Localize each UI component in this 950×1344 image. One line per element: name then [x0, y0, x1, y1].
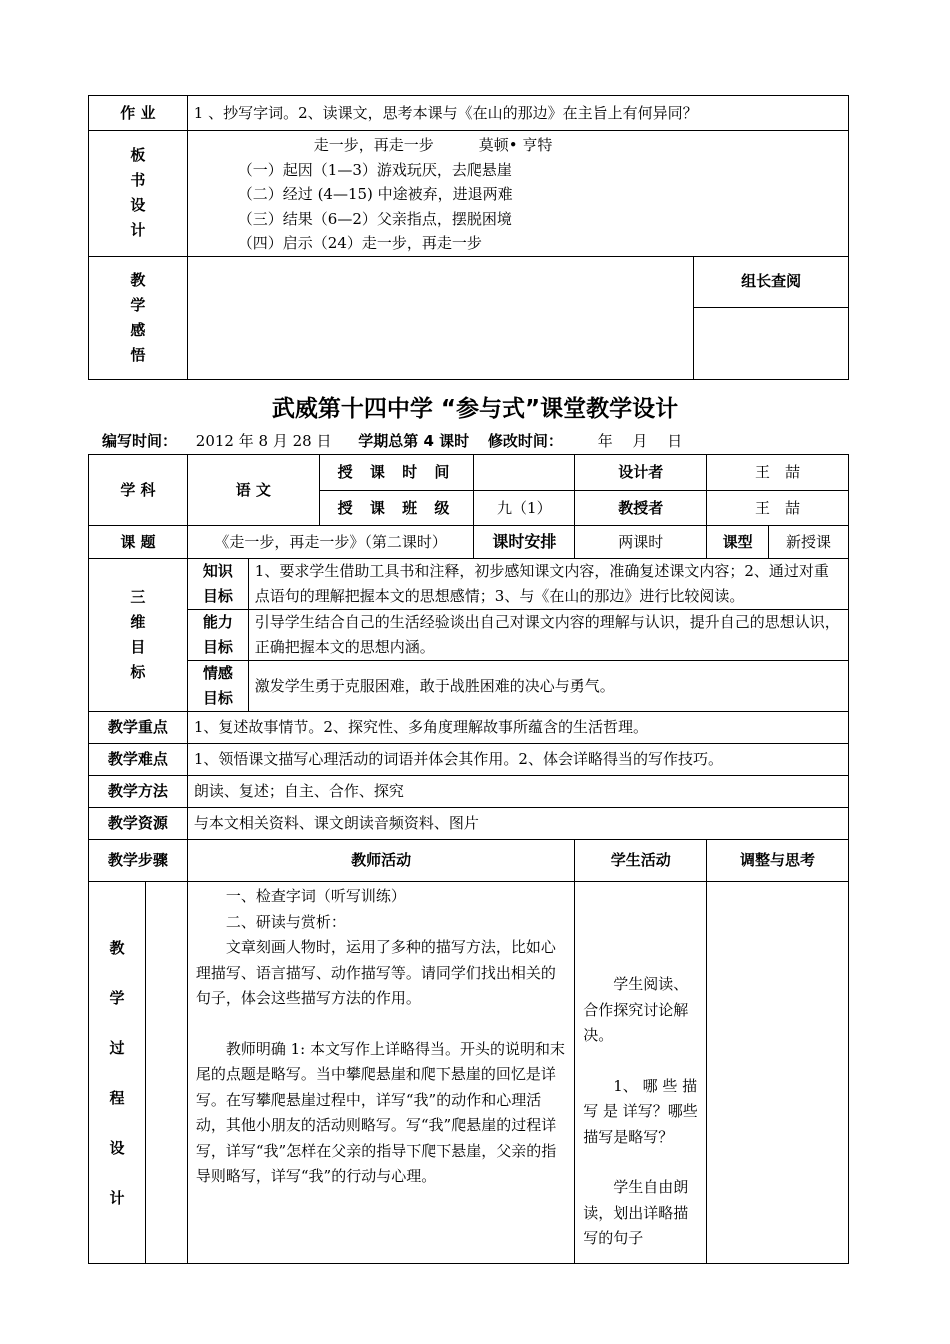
reflect-content [187, 256, 693, 379]
goals-label: 三 维 目 标 [89, 559, 188, 712]
document-title: 武威第十四中学 “参与式”课堂教学设计 [271, 396, 679, 422]
student-para [583, 1049, 698, 1074]
topic-label: 课 题 [89, 526, 188, 559]
type-value: 新授课 [769, 526, 849, 559]
student-para: 学生自由朗读，划出详略描写的句子 [583, 1178, 689, 1247]
teacher-para: 一、检查字词（听写训练） [225, 887, 406, 905]
schedule-value: 两课时 [575, 526, 707, 559]
modify-time-label: 修改时间： [487, 432, 563, 450]
difficulties-text: 1、领悟课文描写心理活动的词语并体会其作用。2、体会详略得当的写作技巧。 [187, 744, 848, 776]
student-activity-label: 学生活动 [575, 840, 707, 882]
board-line: （一）起因（1—3）游戏玩厌，去爬悬崖 [237, 160, 512, 179]
resources-label: 教学资源 [89, 808, 188, 840]
knowledge-goal-label: 知识 目标 [187, 559, 248, 610]
emotion-goal-text: 激发学生勇于克服困难，敢于战胜困难的决心与勇气。 [248, 661, 848, 712]
student-para: 1、 哪 些 描 写 是 详写？哪些描写是略写？ [583, 1076, 698, 1146]
emotion-goal-label: 情感 目标 [187, 661, 248, 712]
reflect-label: 教 学 感 悟 [89, 256, 188, 379]
board-line: （四）启示（24）走一步，再走一步 [237, 234, 482, 252]
homework-label: 作 业 [89, 96, 188, 131]
board-label: 板 书 设 计 [89, 131, 188, 257]
lesson-time-value [474, 455, 575, 491]
subheader [102, 430, 682, 451]
modify-time-value: 年 月 日 [597, 432, 683, 450]
teacher-para [196, 1012, 566, 1037]
total-lesson: 学期总第 4 课时 [358, 432, 470, 450]
write-time-value: 2012 年 8 月 28 日 [195, 432, 332, 450]
schedule-label: 课时安排 [474, 526, 575, 559]
review-content [694, 307, 849, 379]
teacher-activity [187, 882, 574, 1264]
board-line: （三）结果（6—2）父亲指点，摆脱困境 [237, 209, 512, 228]
subject-value: 语 文 [187, 455, 319, 526]
key-points-text: 1、复述故事情节。2、探究性、多角度理解故事所蕴含的生活哲理。 [187, 712, 848, 744]
ability-goal-label: 能力 目标 [187, 610, 248, 661]
homework-text: 1 、抄写字词。2、读课文，思考本课与《在山的那边》在主旨上有何异同？ [187, 96, 848, 131]
top-table [88, 95, 849, 380]
teacher-value: 王 喆 [707, 491, 849, 526]
topic-value: 《走一步，再走一步》（第二课时） [187, 526, 474, 559]
subject-label: 学 科 [89, 455, 188, 526]
class-value: 九（1） [474, 491, 575, 526]
teacher-activity-label: 教师活动 [187, 840, 574, 882]
adjust-content [707, 882, 849, 1264]
designer-label: 设计者 [575, 455, 707, 491]
designer-value: 王 喆 [707, 455, 849, 491]
process-label: 教 学 过 程 设 计 [89, 882, 146, 1264]
teacher-para: 二、研读与赏析： [225, 912, 346, 931]
board-design [187, 131, 848, 257]
write-time-label: 编写时间： [102, 432, 178, 450]
key-points-label: 教学重点 [89, 712, 188, 744]
difficulties-label: 教学难点 [89, 744, 188, 776]
main-table [88, 454, 849, 1264]
class-label: 授 课 班 级 [319, 491, 474, 526]
board-line: 走一步，再走一步 莫顿• 亨特 [313, 136, 553, 154]
resources-text: 与本文相关资料、课文朗读音频资料、图片 [187, 808, 848, 840]
teacher-label: 教授者 [575, 491, 707, 526]
student-para [583, 1150, 698, 1175]
board-line: （二）经过 (4—15) 中途被弃，进退两难 [237, 185, 513, 203]
student-activity [575, 882, 707, 1264]
methods-text: 朗读、复述；自主、合作、探究 [187, 776, 848, 808]
teacher-para: 教师明确 1: 本文写作上详略得当。开头的说明和末尾的点题是略写。当中攀爬悬崖和爬下悬崖的回忆是详写。在写攀爬悬崖过程中，详写“我”的动作和心理活动，其他小朋友的活动则略写。写“我”爬悬崖的过程详写，详写“我”怎样在父亲的指导下爬下悬崖，父亲的指导则略写，详写“我”的行动与心理。 [195, 1039, 566, 1185]
ability-goal-text: 引导学生结合自己的生活经验谈出自己对课文内容的理解与认识，提升自己的思想认识，正确把握本文的思想内涵。 [248, 610, 848, 661]
methods-label: 教学方法 [89, 776, 188, 808]
lesson-time-label: 授 课 时 间 [319, 455, 474, 491]
type-label: 课型 [707, 526, 769, 559]
process-sub-column [145, 882, 187, 1264]
review-label: 组长查阅 [694, 256, 849, 307]
adjust-label: 调整与思考 [707, 840, 849, 882]
student-para: 学生阅读、合作探究讨论解决。 [583, 975, 689, 1044]
teacher-para: 文章刻画人物时，运用了多种的描写方法，比如心理描写、语言描写、动作描写等。请同学们找出相关的句子，体会这些描写方法的作用。 [195, 938, 556, 1007]
steps-label: 教学步骤 [89, 840, 188, 882]
knowledge-goal-text: 1、要求学生借助工具书和注释，初步感知课文内容，准确复述课文内容；2、通过对重点语句的理解把握本文的思想感情；3、与《在山的那边》进行比较阅读。 [248, 559, 848, 610]
